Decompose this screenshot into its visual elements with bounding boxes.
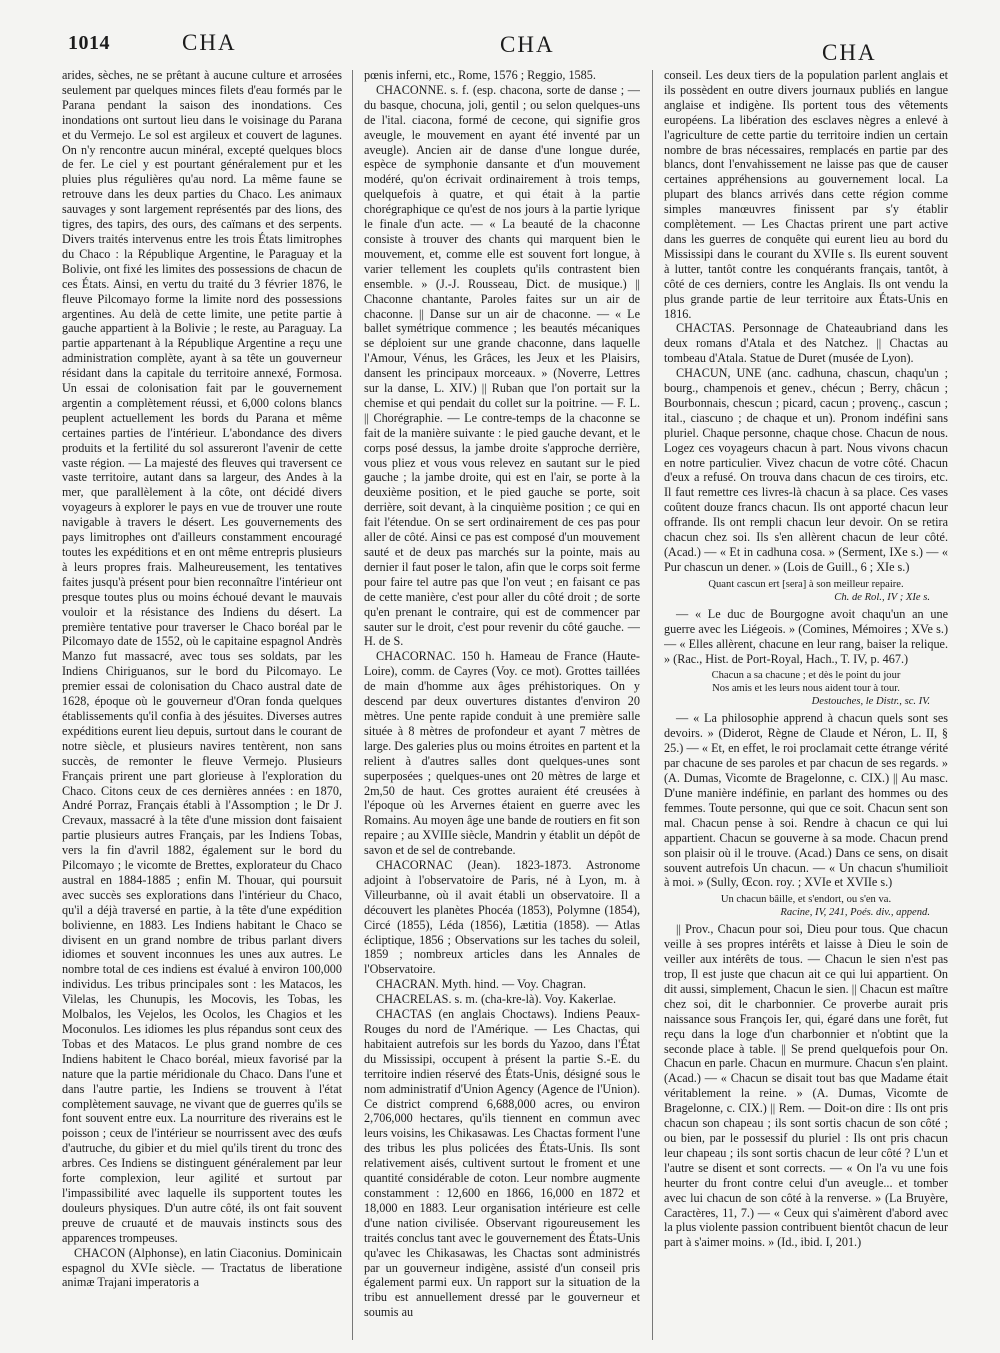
paragraph: — « La philosophie apprend à chacun quels sont ses devoirs. » (Diderot, Règne de Claude et Néron, L. II, § 25.) — « Et, en effet, le roi proclamait cette étrange vérité par chacune de ses paroles et par chacun de ses regards. » (A. Dumas, Vicomte de Bragelonne, c. CIX.) || Au masc. D'une manière indéfinie, en parlant des hommes ou des femmes. Toute personne, qui que ce soit. Chacun sent son mal. Chacun pense à soi. Rendre à chacun ce qui lui appartient. Chacun se gouverne à sa mode. Chacun prend son plaisir où il le trouve. (Acad.) Dans ce sens, on disait souvent autrefois Un chacun. — « Un chacun s'humilioit à moi. » (Sully, Œcon. roy. ; XVIe et XVIIe s.) xyxy=(664,711,948,890)
paragraph: arides, sèches, ne se prêtant à aucune culture et arrosées seulement par quelques minces filets d'eau formés par le Parana pendant la saison des inondations. Ces inondations ont surtout lieu dans le voisinage du Parana et du Vermejo. Le sol est argileux et couvert de lagunes. On n'y rencontre aucun minéral, excepté quelques blocs de fer. Le ciel y est pourtant généralement pur et les pluies plus régulières qu'au nord. La même faune se retrouve dans les deux parties du Chaco. Les animaux sauvages y sont largement représentés par des lions, des tigres, des tapirs, des ours, des caïmans et des serpents. Divers traités intervenus entre les trois États limitrophes du Chaco : la République Argentine, le Paraguay et la Bolivie, ont fixé les limites des possessions de chacun de ces États. Ainsi, en vertu du traité du 3 février 1876, le fleuve Pilcomayo forme la limite nord des possessions argentines. Au delà de cette limite, une petite partie à gauche appartient à la Bolivie ; le reste, au Paraguay. La partie appartenant à la République Argentine a reçu une administration complète, ayant à sa tête un gouverneur résidant dans la capitale du territoire annexé, Formosa. Un essai de colonisation fait par le gouvernement argentin a complètement réussi, et 6,000 colons blancs peuplent actuellement les bords du Parana et même certaines parties de l'intérieur. L'abondance des divers produits et la fertilité du sol assureront l'avenir de cette vaste région. — La majesté des fleuves qui traversent ce vaste territoire, autant dans sa largeur, des Andes à la mer, que parallèlement à la côte, ont décidé divers voyageurs à explorer le pays en vue de trouver une route navigable à travers le désert. Les gouvernements des pays limitrophes ont d'ailleurs constamment encouragé toutes les expéditions et en ont même entrepris plusieurs à leurs propres frais. Malheureusement, les tentatives faites jusqu'à présent pour bien reconnaître l'intérieur ont presque toutes plus ou moins échoué devant le mauvais vouloir et la résistance des Indiens du désert. La première tentative pour traverser le Chaco boréal par le Pilcomayo date de 1552, où le capitaine espagnol Andrès Manzo fut massacré, avec tous ses soldats, par les Indiens Chiriguanos, sur le bord du Pilcomayo. Le premier essai de colonisation du Chaco austral date de 1628, époque où le gouverneur d'Oran fonda quelques établissements qu'il confia à des jésuites. Diverses autres expéditions eurent lieu depuis, surtout dans le courant de notre siècle, et plusieurs navires tentèrent, non sans succès, de remonter le fleuve Vermejo. Plusieurs Français prirent une part glorieuse à l'exploration du Chaco. Citons ceux de ces dernières années : en 1870, André Porraz, Français établi à l'Assomption ; le Dr J. Crevaux, massacré à la tête d'une mission dont faisaient partie plusieurs autres Français, par les Indiens Tobas, vers la fin d'avril 1882, également sur le bord du Pilcomayo ; le vicomte de Brettes, explorateur du Chaco austral en 1884-1885 ; enfin M. Thouar, qui poursuit avec succès ses explorations dans l'intérieur du Chaco, qu'il a déjà traversé en partie, à la tête d'une expédition bolivienne, en 1883. Les Indiens habitant le Chaco se divisent en un grand nombre de tribus parlant divers idiomes et souvent inconnues les unes aux autres. Le nombre total de ces indiens est évalué à environ 100,000 individus. Les tribus principales sont : les Matacos, les Vilelas, les Chunupis, les Mocovis, les Tobas, les Molbalos, les Vejelos, les Ocolos, les Chagios et les Moconulos. Les idiomes les plus répandus sont ceux des Tobas et des Matacos. Le plus grand nombre de ces Indiens habitent le Chaco boréal, mieux favorisé par la nature que la partie méridionale du Chaco. Dans l'une et dans l'autre partie, les Indiens se trouvent à l'état complètement sauvage, ne vivant que de guerres qu'ils se font souvent entre eux. La nourriture des riverains est le poisson ; ceux de l'intérieur se nourrissent avec des œufs d'autruche, du gibier et du miel qu'ils tirent du tronc des arbres. Ces Indiens se distinguent généralement par leur forte complexion, leur agilité et surtout par l'impassibilité avec laquelle ils supportent toutes les douleurs physiques. D'un autre côté, ils ont fait souvent preuve de cruauté et de mauvais instincts sous des apparences trompeuses. xyxy=(62,68,342,1245)
quote-line: Chacun a sa chacune ; et dès le point du jour xyxy=(711,670,901,682)
entry-chacrelas: CHACRELAS. s. m. (cha-kre-là). Voy. Kakerlae. xyxy=(376,992,617,1007)
quote-source: Racine, IV, 241, Poés. div., append. xyxy=(780,907,930,919)
paragraph: || Prov., Chacun pour soi, Dieu pour tous. Que chacun veille à ses propres intérêts et laisse à Dieu le soin de veiller aux intérêts de tous. — Chacun le sien n'est pas trop, Il est juste que chacun ait ce qui lui appartient. On dit aussi, simplement, Chacun le sien. || Chacun est maître chez soi, dit le charbonnier. Ce proverbe aurait pris naissance sous François Ier, qui, égaré dans une forêt, fut reçu dans la loge d'un charbonnier et n'obtint que la seconde place à table. || Se prend quelquefois pour On. Chacun en parle. Chacun en murmure. Chacun s'en plaint. (Acad.) — « Chacun se disait tout bas que Madame était véritablement la reine. » (A. Dumas, Vicomte de Bragelonne, c. CIX.) || Rem. — Doit-on dire : Ils ont pris chacun son chapeau ; ils sont sortis chacun de son côté ; ou bien, par le possessif du pluriel : Ils ont pris chacun leur chapeau ; ils sont sortis chacun de leur côté ? L'un et l'autre se disent et sont corrects. — « On l'a vu une fois heurter du front contre celui d'un aveugle... et tomber avec lui chacun de son côté à la renverse. » (La Bruyère, Caractères, 11, 7.) — « Ceux qui s'aimèrent d'abord avec la plus violente passion contribuent bientôt chacun de leur part à s'aimer moins. » (Id., ibid. I, 201.) xyxy=(664,922,948,1250)
verse-quote xyxy=(664,578,948,604)
text-column-2 xyxy=(364,68,640,1346)
quote-line: Nos amis et les leurs nous aident tour à tour. xyxy=(712,683,900,695)
column-divider xyxy=(352,70,353,1340)
paragraph: pœnis inferni, etc., Rome, 1576 ; Reggio, 1585. xyxy=(364,68,596,82)
column-divider xyxy=(652,70,653,1340)
text-column-3 xyxy=(664,68,948,1346)
paragraph: — « Le duc de Bourgogne avoit chaqu'un an une guerre avec les Liégeois. » (Comines, Mémoires ; XVe s.) — « Elles allèrent, chacune en leur rang, baiser la relique. » (Rac., Hist. de Port-Royal, Hach., T. IV, p. 467.) xyxy=(664,606,948,666)
entry-chactas: CHACTAS (en anglais Choctaws). Indiens Peaux-Rouges du nord de l'Amérique. — Les Chactas, qui habitaient autrefois sur les bords du Yazoo, dans l'État du Mississipi, occupent à présent la partie S.-E. du territoire indien réservé des États-Unis, désigné sous le nom administratif d'Union Agency (Agence de l'Union). Ce district comprend 6,688,000 acres, ou environ 2,706,000 hectares, qu'ils tiennent en commun avec leurs voisins, les Chikasawas. Les Chactas forment l'une des tribus les plus policées des États-Unis. Ils sont relativement aisés, cultivent surtout le froment et une quantité considérable de coton. Leur nombre augmente constamment : 12,600 en 1866, 16,000 en 1872 et 18,000 en 1883. Leur organisation intérieure est celle d'une nation civilisée. Observant rigoureusement les traités conclus tant avec le gouvernement des États-Unis qu'avec les Chikasawas, les Chactas sont administrés par un gouverneur indigène, assisté d'un conseil pris également parmi eux. Un rapport sur la situation de la tribu est annuellement dressé par le gouverneur et soumis au xyxy=(364,1007,640,1320)
entry-chacran: CHACRAN. Myth. hind. — Voy. Chagran. xyxy=(376,977,587,992)
text-column-1 xyxy=(62,68,342,1346)
entry-chactas-person: CHACTAS. Personnage de Chateaubriand dans les deux romans d'Atala et des Natchez. || Chactas au tombeau d'Atala. Statue de Duret (musée de Lyon). xyxy=(664,321,948,366)
entry-chacon: CHACON (Alphonse), en latin Ciaconius. Dominicain espagnol du XVIe siècle. — Tractatus de liberatione animæ Trajani imperatoris a xyxy=(62,1245,342,1290)
quote-source: Destouches, le Distr., sc. IV. xyxy=(811,696,930,708)
entry-chacornac-jean: CHACORNAC (Jean). 1823-1873. Astronome adjoint à l'observatoire de Paris, né à Lyon, m. à Villeurbanne, où il avait établi un observatoire. Il a découvert les planètes Phocéa (1853), Polymne (1854), Circé (1855), Léda (1856), Lætitia (1858). — Atlas écliptique, 1856 ; Observations sur les taches du soleil, 1859 ; nombreux articles dans les Annales de l'Observatoire. xyxy=(364,858,640,977)
running-head-left: CHA xyxy=(182,30,237,55)
verse-quote xyxy=(664,669,948,708)
entry-chacornac-hamlet: CHACORNAC. 150 h. Hameau de France (Haute-Loire), comm. de Cayres (Voy. ce mot). Grottes taillées de main d'homme aux âges préhistoriques. On y descend par deux ouvertures distantes d'environ 20 mètres. Une pente rapide conduit à une première salle située à 8 mètres de profondeur et ayant 7 mètres de large. Des galeries plus ou moins étroites en partent et la relient à d'autres salles dont quelques-unes sont superposées ; quelques-unes ont 20 mètres de large et 2m,50 de haut. Ces grottes auraient été creusées à l'époque où les Arvernes étaient en guerre avec les Romains. Au moyen âge une bande de routiers en fit son repaire ; au XVIIIe siècle, Mandrin y établit un dépôt de savon et de sel de contrebande. xyxy=(364,649,640,858)
running-head-center: CHA xyxy=(500,32,555,57)
quote-source: Ch. de Rol., IV ; XIe s. xyxy=(834,591,930,603)
page-header xyxy=(0,26,1000,65)
page-number: 1014 xyxy=(68,32,110,54)
entry-chacun: CHACUN, UNE (anc. cadhuna, chascun, chaqu'un ; bourg., champenois et genev., chécun ; Berry, châcun ; Bourbonnais, chescun ; picard, cacun ; provenç., cascun ; ital., ciascuno ; de chaque et un). Pronom indéfini sans pluriel. Chaque personne, chaque chose. Chacun de nous. Logez ces voyageurs chacun à part. Nous vivons chacun en notre particulier. Vivez chacun de votre côté. Chacun d'eux a refusé. On trouva dans chacun de ces tiroirs, etc. Il faut remettre ces livres-là chacun à sa place. Ces vases coûtent douze francs chacun. Ils ont apporté chacun leur offrande. Ils ont rempli chacun leur devoir. On se retira chacun chez soi. Ils s'en allèrent chacun de leur côté. (Acad.) — « Et in cadhuna cosa. » (Serment, IXe s.) — « Pur chascun un dener. » (Lois de Guill., 6 ; XIe s.) xyxy=(664,366,948,574)
quote-line: Quant cascun ert [sera] à son meilleur repaire. xyxy=(708,578,904,590)
verse-quote xyxy=(664,893,948,919)
paragraph: conseil. Les deux tiers de la population parlent anglais et ils possèdent en outre divers journaux publiés en langue anglaise et indigène. Ils portent tous des vêtements européens. La libération des esclaves nègres a enlevé à l'agriculture de cette partie du territoire indien un certain nombre de bras nécessaires, remplacés en partie par des blancs, dont l'envahissement ne laisse pas que de causer certaines appréhensions au gouvernement local. La plupart des blancs arrivés dans cette région comme simples manœuvres finissent par s'y établir complètement. — Les Chactas prirent une part active dans les guerres de conquête qui eurent lieu au bord du Mississipi dans le courant du XVIIe s. Ils eurent souvent à lutter, tantôt contre les conquérants français, tantôt, à côté de ces derniers, contre les Anglais. Ils ont vendu la plus grande partie de leur territoire aux États-Unis en 1816. xyxy=(664,68,948,321)
entry-chaconne: CHACONNE. s. f. (esp. chacona, sorte de danse ; — du basque, chocuna, joli, gentil ; ou selon quelques-uns de l'ital. ciacona, formé de cecone, qui signifie gros aveugle, le mouvement en ayant été inventé par un aveugle). Ancien air de danse d'une longue durée, espèce de symphonie dansante et d'un mouvement modéré, qu'on écrivait ordinairement à trois temps, quelquefois à quatre, et qui était à la partie chorégraphique ce qu'est de nos jours à la partie lyrique le finale d'un acte. — « La beauté de la chaconne consiste à trouver des chants qui marquent bien le mouvement, et, comme elle est souvent fort longue, à varier tellement les couplets qu'ils contrastent bien ensemble. » (J.-J. Rousseau, Dict. de musique.) || Chaconne chantante, Paroles faites sur un air de chaconne. || Danse sur un air de chaconne. — « Le ballet symétrique commence ; les beautés mécaniques se déploient sur une grande chaconne, dans laquelle l'Amour, Vénus, les Grâces, les Jeux et les Plaisirs, dansent les principaux morceaux. » (Noverre, Lettres sur la danse, L. XIV.) || Ruban que l'on portait sur la chemise et qui pendait du collet sur la poitrine. — F. L. || Chorégraphie. — Le contre-temps de la chaconne se fait de la manière suivante : le pied gauche devant, et le corps posé dessus, la jambe droite s'approche derrière, vous pliez et vous vous relevez en sautant sur le pied gauche ; la jambe droite, qui est en l'air, se porte à la deuxième position, et le pied gauche se porte, soit derrière, soit devant, à la cinquième position ; ce qui en fait l'étendue. On se sert ordinairement de ces pas pour aller de côté. Ainsi ce pas est composé d'un mouvement sauté et de deux pas marchés sur la pointe, mais au dernier il faut poser le talon, afin que le corps soit ferme pour faire tel autre pas que l'on veut ; en faisant ce pas de cette manière, c'est pour aller du côté droit ; de sorte qu'en prenant le contraire, qui est de commencer par sauter sur le droit, c'est pour revenir du côté gauche. — H. de S. xyxy=(364,82,640,649)
running-head-right: CHA xyxy=(822,40,877,65)
quote-line: Un chacun bâille, et s'endort, ou s'en va. xyxy=(720,894,892,906)
